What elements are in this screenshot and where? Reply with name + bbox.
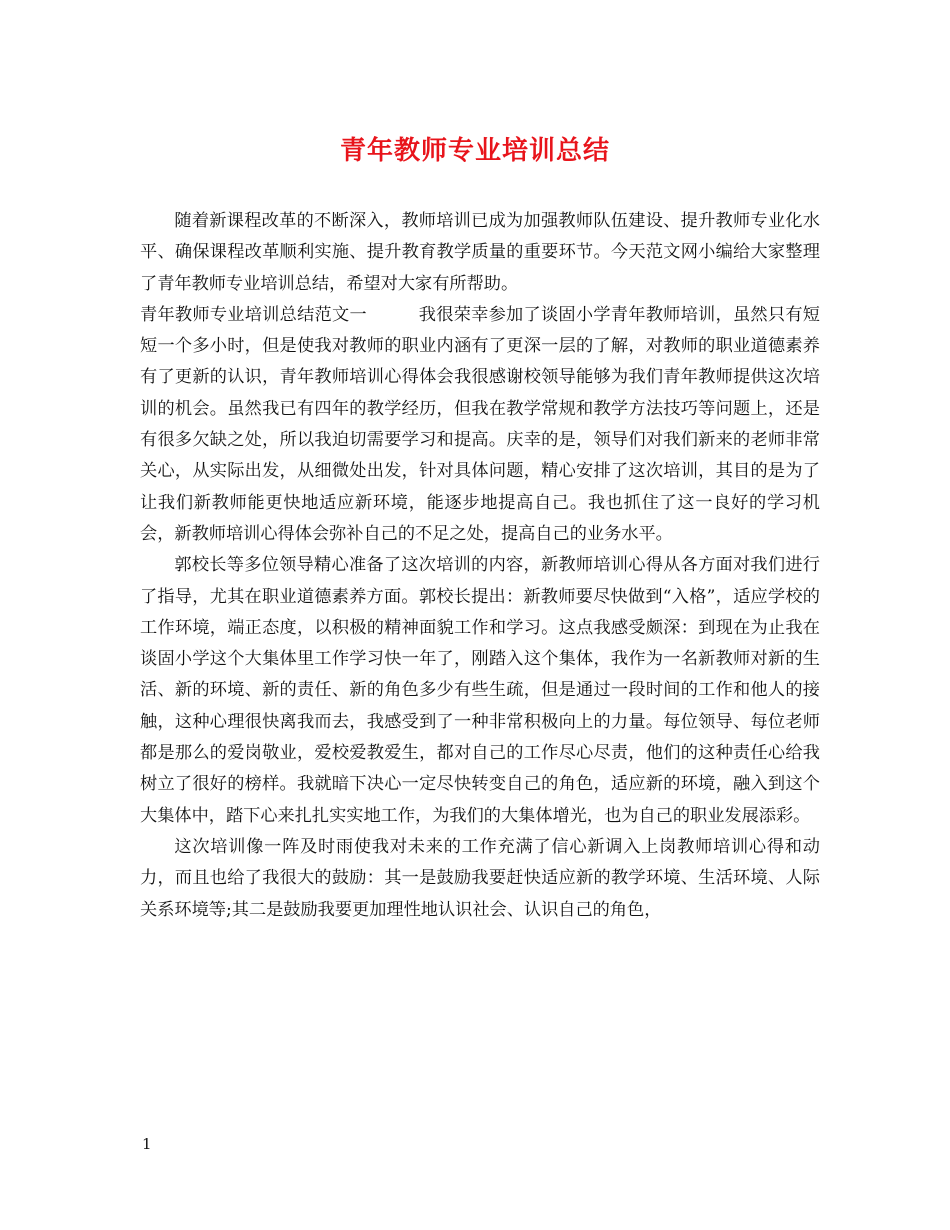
document-body [140,206,820,926]
sample-body: 我很荣幸参加了谈固小学青年教师培训，虽然只有短短一个多小时，但是使我对教师的职业内涵有了更深一层的了解，对教师的职业道德素养有了更新的认识，青年教师培训心得体会我很感谢校领导能够为我们青年教师提供这次培训的机会。虽然我已有四年的教学经历，但我在教学常规和教学方法技巧等问题上，还是有很多欠缺之处，所以我迫切需要学习和提高。庆幸的是，领导们对我们新来的老师非常关心，从实际出发，从细微处出发，针对具体问题，精心安排了这次培训，其目的是为了让我们新教师能更快地适应新环境，能逐步地提高自己。我也抓住了这一良好的学习机会，新教师培训心得体会弥补自己的不足之处，提高自己的业务水平。 [140,304,820,544]
paragraph-2: 郭校长等多位领导精心准备了这次培训的内容，新教师培训心得从各方面对我们进行了指导，尤其在职业道德素养方面。郭校长提出：新教师要尽快做到“入格”，适应学校的工作环境，端正态度，以积极的精神面貌工作和学习。这点我感受颇深：到现在为止我在谈固小学这个大集体里工作学习快一年了，刚踏入这个集体，我作为一名新教师对新的生活、新的环境、新的责任、新的角色多少有些生疏，但是通过一段时间的工作和他人的接触，这种心理很快离我而去，我感受到了一种非常积极向上的力量。每位领导、每位老师都是那么的爱岗敬业，爱校爱教爱生，都对自己的工作尽心尽责，他们的这种责任心给我树立了很好的榜样。我就暗下决心一定尽快转变自己的角色，适应新的环境，融入到这个大集体中，踏下心来扎扎实实地工作，为我们的大集体增光，也为自己的职业发展添彩。 [140,555,820,826]
sample-title: 青年教师专业培训总结范文一 [140,304,367,325]
sample-paragraph [140,300,820,550]
intro-paragraph: 随着新课程改革的不断深入，教师培训已成为加强教师队伍建设、提升教师专业化水平、确保课程改革顺利实施、提升教育教学质量的重要环节。今天范文网小编给大家整理了青年教师专业培训总结，希望对大家有所帮助。 [140,211,820,294]
page-number: 1 [142,1135,152,1153]
paragraph-3: 这次培训像一阵及时雨使我对未来的工作充满了信心新调入上岗教师培训心得和动力，而且也给了我很大的鼓励：其一是鼓励我要赶快适应新的教学环境、生活环境、人际关系环境等;其二是鼓励我要更加理性地认识社会、认识自己的角色， [140,836,820,920]
document-title: 青年教师专业培训总结 [339,136,610,166]
